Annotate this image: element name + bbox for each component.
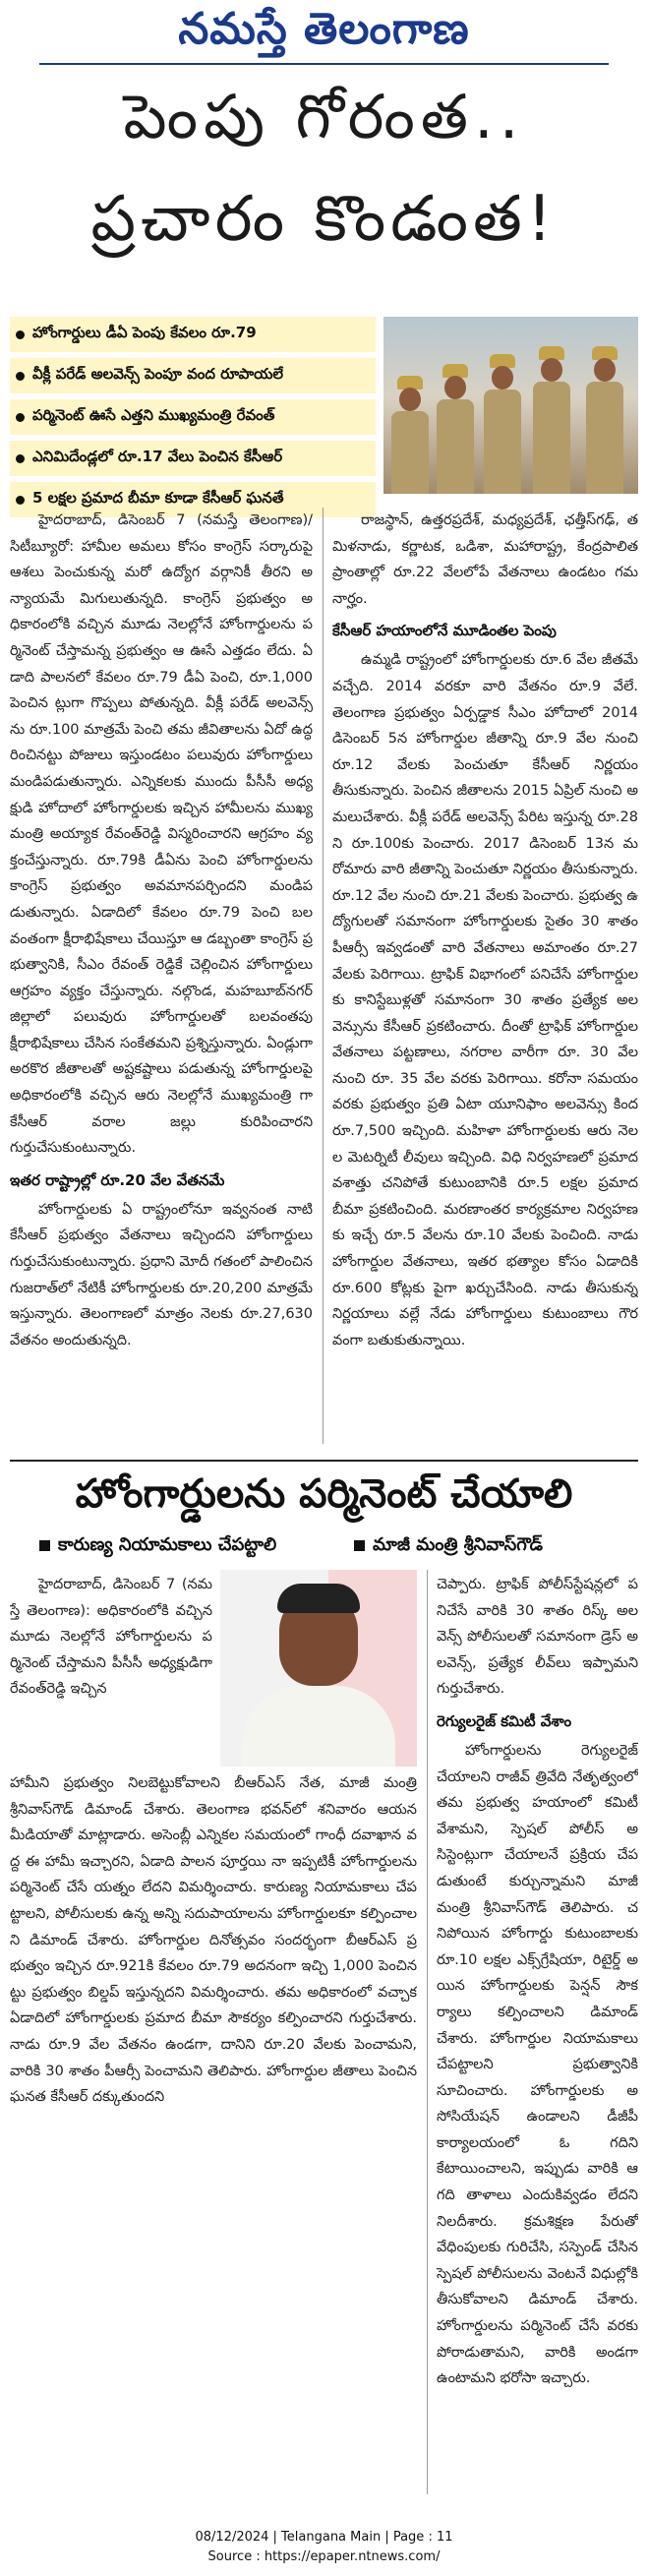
bullet-icon — [16, 330, 25, 339]
story-paragraph: చెప్పారు. ట్రాఫిక్ పోలీస్‌స్టేషన్లలో పనిచేసే వారికి 30 శాతం రిస్క్ అలవెన్స్ పోలీసులతో సమానంగా డ్రెస్ అలవెన్స్, ప్రత్యేక లీవ్‌లు ఇప్పామని గుర్తుచేశారు. — [437, 1577, 638, 1698]
column-divider — [427, 1570, 428, 2494]
story-paragraph: హామీని ప్రభుత్వం నిలబెట్టుకోవాలని బీఆర్ఎస్ నేత, మాజీ మంత్రి శ్రీనివాస్‌గౌడ్ డిమాండ్ చేశారు. తెలంగాణ భవన్‌లో శనివారం ఆయన మీడియాతో మాట్లాడారు. అసెంబ్లీ ఎన్నికల సమయంలో గాంధీ దవాఖాన వద్ద ఈ హామీ ఇచ్చారని, ఏడాది పాలన పూర్తయి నా ఇప్పటికీ హోంగార్డులను పర్మినెంట్ చేసే యత్నం లేదని విమర్శించారు. కారుణ్య నియామకాలు చేపట్టాలని, పోలీసులకు ఉన్న అన్ని సదుపాయాలను హోంగార్డులకూ కల్పించాలని డిమాండ్ చేశారు. హోంగార్డుల దినోత్సవం సందర్భంగా బీఆర్ఎస్ ప్రభుత్వం ఇచ్చిన రూ.921కి కేవలం రూ.79 అదనంగా ఇచ్చి 1,000 పెంచినట్టు ప్రభుత్వం బిల్డప్ ఇస్తున్నదని విమర్శించారు. తమ అధికారంలో వచ్చాక ఏడాదిలో హోంగార్డులకు ప్రమాద బీమా సౌకర్యం కల్పించారని గుర్తుచేశారు. నాడు రూ.9 వేల వేతనం ఉండగా, దానిని రూ.20 వేలకు పెంచామని, వారికి 30 శాతం పీఆర్సీ పెంచామని తెలిపారు. హోంగార్డుల జీతాలు పెంచిన ఘనత కేసీఆర్ దక్కుతుందని — [10, 1775, 417, 2106]
officer-figure — [531, 346, 570, 494]
story2-subline-right — [354, 1534, 543, 1559]
story-paragraph: హైదరాబాద్, డిసెంబర్ 7 (నమస్తే తెలంగాణ): అధికారంలోకి వచ్చిన మూడు నెలల్లోనే హోంగార్డులను పర్మినెంట్ చేస్తామని పీసీసీ అధ్యక్షుడిగా రేవంత్‌రెడ్డి ఇచ్చిన — [10, 1577, 212, 1698]
story-paragraph: హోంగార్డులను రెగ్యులరైజ్ చేయాలని రాజీవ్ త్రివేది నేతృత్వంలో తమ ప్రభుత్వ హయాంలో కమిటీ వేశామని, స్పెషల్ పోలీస్ అసిస్టెంట్లుగా చేయాలనే ప్రక్రియ చేపడుతుంటే కుర్చున్నామని మాజీ మంత్రి శ్రీనివాస్‌గౌడ్ తెలిపారు. చనిపోయిన హోంగార్డు కుటుంబాలకు రూ.10 లక్షల ఎక్స్‌గ్రేషియా, రిటైర్డ్ అయిన హోంగార్డులకు పెన్షన్ సౌకర్యాలు కల్పించాలని డిమాండ్ చేశారు. హోంగార్డుల నియామకాలు చేపట్టాలని ప్రభుత్వానికి సూచించారు. హోంగార్డులకు అసోసియేషన్ ఉండాలని డీజీపీ కార్యాలయంలో ఓ గదిని కేటాయించాలని, ఇప్పుడు వారికి ఆ గది తాళాలు ఎందుకివ్వడం లేదని నిలదీశారు. క్రమశిక్షణ పేరుతో వేధింపులకు గురిచేసి, సస్పెండ్ చేసిన స్పెషల్ పోలీసులను వెంటనే విధుల్లోకి తీసుకోవాలని డిమాండ్ చేశారు. హోంగార్డులను పర్మినెంట్ చేసే వరకు పోరాడుతామని, వారికి అండగా ఉంటామని భరోసా ఇచ్చారు. — [437, 1742, 638, 2387]
bullet-icon — [16, 372, 25, 381]
main-headline-line2: ప్రచారం కొండంత! — [90, 183, 558, 256]
story-paragraph: రాజస్థాన్, ఉత్తరప్రదేశ్, మధ్యప్రదేశ్, ఛత్తీస్‌గఢ్, తమిళనాడు, కర్ణాటక, ఒడిశా, మహారాష్ట్ర, కేంద్రపాలిత ప్రాంతాల్లో రూ.22 వేలలోపే వేతనాలు ఉండటం గమనార్హం. — [332, 512, 638, 607]
masthead — [0, 0, 648, 69]
footer-dateline: 08/12/2024 | Telangana Main | Page : 11 — [195, 2530, 453, 2545]
officer-figure — [435, 364, 474, 494]
story1-column2 — [332, 508, 638, 1452]
highlight-item — [10, 317, 376, 352]
bullet-icon — [16, 413, 25, 422]
story-paragraph: హైదరాబాద్, డిసెంబర్ 7 (నమస్తే తెలంగాణ)/సిటీబ్యూరో: హామీల అమలు కోసం కాంగ్రెస్ సర్కారుపై ఆశలు పెంచుకున్న మరో ఉద్యోగ వర్గానికీ తీరని అన్యాయమే మిగులుతున్నది. కాంగ్రెస్ ప్రభుత్వం అధికారంలోకి వచ్చిన మూడు నెలల్లోనే హోంగార్డులను పర్మినెంట్ చేస్తామన్న ప్రభుత్వం ఆ ఊసే ఎత్తడం లేదు. ఏడాది పాలనలో కేవలం రూ.79 డీఏ పెంచి, రూ.1,000 పెంచిన ట్లుగా గొప్పలు పోతున్నది. వీక్లీ పరేడ్ అలవెన్స్ ను రూ.100 మాత్రమే పెంచి తమ జీవితాలను ఏదో ఉద్ధరించినట్టు పోజులు ఇస్తుండటం పలువురు హోంగార్డులు మండిపడుతున్నారు. ఎన్నికలకు ముందు పీసీసీ అధ్యక్షుడి హోదాలో హోంగార్డులకు ఇచ్చిన హామీలను ముఖ్యమంత్రి అయ్యాక రేవంత్‌రెడ్డి విస్మరించారని ఆగ్రహం వ్యక్తంచేస్తున్నారు. రూ.79కి డీఏను పెంచి హోంగార్డులను కాంగ్రెస్ ప్రభుత్వం అవమానపర్చిందని మండిపడుతున్నారు. ఏడాదిలో కేవలం రూ.79 పెంచి బలవంతంగా క్షీరాభిషేకాలు చేయిస్తూ ఆ డబ్బంతా కాంగ్రెస్ ప్రభుత్వానికి, సీఎం రేవంత్ రెడ్డికే చెల్లించిన హోంగార్డులు ఆగ్రహం వ్యక్తం చేస్తున్నారు. నల్గొండ, మహబూబ్‌నగర్ జిల్లాలో పలువురు హోంగార్డులతో బలవంతపు క్షీరాభిషేకాలు చేసిన సంకేతమని ప్రశ్నిస్తున్నారు. ఏండ్లుగా అరకొర జీతాలతో అష్టకష్టాలు పడుతున్న హోంగార్డులపై అధికారంలోకి వచ్చిన ఆరు నెలల్లోనే ముఖ్యమంత్రి గా కేసీఆర్ వరాల జల్లు కురిపించారని గుర్తుచేసుకుంటున్నారు. — [10, 512, 313, 1157]
officer-figure — [482, 354, 521, 494]
highlight-text: పర్మినెంట్ ఊసే ఎత్తని ముఖ్యమంత్రి రేవంత్ — [32, 406, 275, 424]
story2-column1-bottom — [10, 1770, 417, 2498]
square-bullet-icon — [39, 1540, 50, 1551]
story1-column1 — [10, 508, 313, 1452]
section-subhead: కేసీఆర్ హయాంలోనే మూడింతల పెంపు — [332, 622, 557, 640]
subline-text: మాజీ మంత్రి శ్రీనివాస్‌గౌడ్ — [373, 1534, 543, 1555]
main-headline-line1: పెంపు గోరంత.. — [123, 81, 525, 152]
section-subhead: రెగ్యులరైజ్ కమిటీ వేశాం — [437, 1711, 572, 1730]
story-paragraph: ఉమ్మడి రాష్ట్రంలో హోంగార్డులకు రూ.6 వేల జీతమే వచ్చేది. 2014 వరకూ వారి వేతనం రూ.9 వేలే. తెలంగాణ ప్రభుత్వం ఏర్పడ్డాక సీఎం హోదాలో 2014 డిసెంబర్ 5న హోంగార్డుల జీతాన్ని రూ.9 వేల నుంచి రూ.12 వేలకు పెంచుతూ కేసీఆర్ నిర్ణయం తీసుకున్నారు. పెంచిన జీతాలను 2015 ఏప్రిల్ నుంచి అమలుచేశారు. వీక్లీ పరేడ్ అలవెన్స్ పేరిట ఇస్తున్న రూ.28ని రూ.100కు పెంచారు. 2017 డిసెంబర్ 13న మరోమారు వారి జీతాన్ని పెంచుతూ నిర్ణయం తీసుకున్నారు. రూ.12 వేల నుంచి రూ.21 వేలకు పెంచారు. ప్రభుత్వ ఉద్యోగులతో సమానంగా హోంగార్డులకు సైతం 30 శాతం పీఆర్సీ ఇవ్వడంతో వారి వేతనాలు అమాంతం రూ.27 వేలకు పెరిగాయి. ట్రాఫిక్ విభాగంలో పనిచేసే హోంగార్డులకు కానిస్టేబుళ్లతో సమానంగా 30 శాతం ప్రత్యేక అలవెన్సును కేసీఆర్ ప్రకటించారు. దీంతో ట్రాఫిక్ హోంగార్డుల వేతనాలు పట్టణాలు, నగరాల వారీగా రూ. 30 వేల నుంచి రూ. 35 వేల వరకు పెరిగాయి. కరోనా సమయం వరకు ప్రభుత్వం ప్రతి ఏటా యూనిఫాం అలవెన్సు కింద రూ.7,500 ఇచ్చింది. మహిళా హోంగార్డులకు ఆరు నెలల మెటర్నిటీ లీవులు ఇచ్చింది. విధి నిర్వహణలో ప్రమాదవశాత్తు చనిపోతే కుటుంబానికి రూ.5 లక్షల ప్రమాద బీమా ప్రకటించింది. మరణాంతర కార్యక్రమాల నిర్వహణకు ఇచ్చే రూ.5 వేలను రూ.10 వేలకు పెంచింది. నాడు హోంగార్డుల వేతనాలు, ఇతర భత్యాల కోసం ఏడాదికి రూ.600 కోట్లకు పైగా ఖర్చుచేసింది. నాడు తీసుకున్న నిర్ణయాలు వల్లే నేడు హోంగార్డులు కుటుంబాలు గౌరవంగా బతుకుతున్నాయి. — [332, 652, 638, 1348]
officer-figure — [584, 346, 623, 494]
highlight-item — [10, 441, 376, 476]
story2-headline: హోంగార్డులను పర్మినెంట్ చేయాలి — [75, 1471, 573, 1517]
masthead-divider — [39, 63, 609, 65]
highlight-text: వీక్లీ పరేడ్ అలవెన్స్ పెంపూ వంద రూపాయలే — [32, 365, 284, 383]
subline-text: కారుణ్య నియామకాలు చేపట్టాలి — [58, 1534, 277, 1555]
bullet-icon — [16, 496, 25, 505]
story-paragraph: హోంగార్డులకు ఏ రాష్ట్రంలోనూ ఇవ్వనంత నాటి కేసీఆర్ ప్రభుత్వం వేతనాలు ఇచ్చిందని హోంగార్డులు గుర్తుచేసుకుంటున్నారు. ప్రధాని మోదీ గతంలో పాలించిన గుజరాత్‌లో నేటికీ హోంగార్డులకు రూ.20,200 మాత్రమే ఇస్తున్నారు. తెలంగాణలో మాత్రం నెలకు రూ.27,630 వేతనం అందుతున్నది. — [10, 1201, 313, 1348]
newspaper-logo: నమస్తే తెలంగాణ — [178, 4, 470, 54]
story-divider — [10, 1460, 638, 1462]
home-guards-photo — [383, 317, 638, 494]
footer-source: Source : https://epaper.ntnews.com/ — [207, 2549, 441, 2564]
column-divider — [323, 508, 324, 1444]
highlights-list — [10, 317, 376, 523]
bullet-icon — [16, 454, 25, 463]
story2-column1-top — [10, 1572, 212, 1768]
highlight-item — [10, 358, 376, 393]
highlight-text: ఎనిమిదేండ్లలో రూ.17 వేలు పెంచిన కేసీఆర్ — [32, 448, 283, 465]
highlight-text: హోంగార్డులు డీఏ పెంపు కేవలం రూ.79 — [32, 324, 257, 341]
highlight-item — [10, 399, 376, 435]
story2-subline-left — [39, 1534, 276, 1559]
highlight-text: 5 లక్షల ప్రమాద బీమా కూడా కేసీఆర్ ఘనతే — [32, 489, 284, 507]
speaker-portrait — [220, 1570, 417, 1767]
story2-column2 — [437, 1572, 638, 2496]
square-bullet-icon — [354, 1540, 365, 1551]
section-subhead: ఇతర రాష్ట్రాల్లో రూ.20 వేల వేతనమే — [10, 1170, 225, 1189]
officer-figure — [389, 376, 429, 494]
